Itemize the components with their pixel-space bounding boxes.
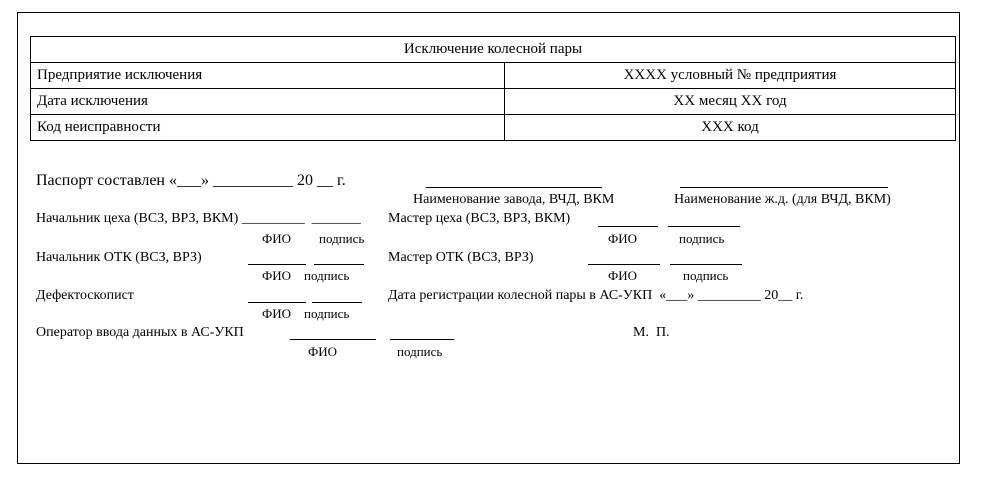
flaw-detector-fio-line (248, 302, 306, 303)
signature-caption: подпись (683, 268, 729, 283)
signature-caption: подпись (304, 306, 350, 321)
shop-master-label: Мастер цеха (ВСЗ, ВРЗ, ВКМ) (388, 211, 571, 226)
otk-head-label: Начальник ОТК (ВСЗ, ВРЗ) (36, 250, 202, 265)
stamp-place: М. П. (633, 325, 670, 340)
row-value: XX месяц XX год (505, 89, 956, 115)
fio-caption: ФИО (608, 268, 638, 283)
operator-signature-line (390, 339, 454, 340)
operator-fio-line (290, 339, 376, 340)
signature-caption: подпись (304, 268, 350, 283)
row-value: XXXX условный № предприятия (505, 63, 956, 89)
signature-caption: подпись (319, 231, 365, 246)
otk-master-label: Мастер ОТК (ВСЗ, ВРЗ) (388, 250, 534, 265)
fio-caption: ФИО (262, 306, 292, 321)
flaw-detector-signature-line (312, 302, 362, 303)
signature-caption: подпись (397, 344, 443, 359)
shop-master-signature-line (668, 226, 740, 227)
otk-master-fio-line (588, 264, 660, 265)
railway-caption: Наименование ж.д. (для ВЧД, ВКМ) (674, 192, 891, 207)
row-value: XXX код (505, 115, 956, 141)
passport-compiled: Паспорт составлен «___» __________ 20 __ г. (36, 172, 346, 189)
fio-caption: ФИО (608, 231, 638, 246)
table-title: Исключение колесной пары (31, 37, 956, 63)
row-label: Предприятие исключения (31, 63, 505, 89)
signature-caption: подпись (679, 231, 725, 246)
plant-name-line (426, 187, 602, 188)
shop-head-label: Начальник цеха (ВСЗ, ВРЗ, ВКМ) _________ _______ (36, 211, 361, 226)
table-row (31, 89, 956, 115)
fio-caption: ФИО (262, 268, 292, 283)
flaw-detector-label: Дефектоскопист (36, 288, 134, 303)
railway-name-line (680, 187, 888, 188)
table-row (31, 115, 956, 141)
fio-caption: ФИО (262, 231, 292, 246)
otk-head-fio-line (248, 264, 306, 265)
otk-master-signature-line (670, 264, 742, 265)
fio-caption: ФИО (308, 344, 338, 359)
plant-caption: Наименование завода, ВЧД, ВКМ (413, 192, 615, 207)
registration-date-label: Дата регистрации колесной пары в АС-УКП «___» _________ 20__ г. (388, 288, 804, 303)
shop-master-fio-line (598, 226, 658, 227)
otk-head-signature-line (314, 264, 364, 265)
operator-label: Оператор ввода данных в АС-УКП (36, 325, 244, 340)
exclusion-table (30, 36, 956, 141)
row-label: Код неисправности (31, 115, 505, 141)
row-label: Дата исключения (31, 89, 505, 115)
table-row (31, 63, 956, 89)
